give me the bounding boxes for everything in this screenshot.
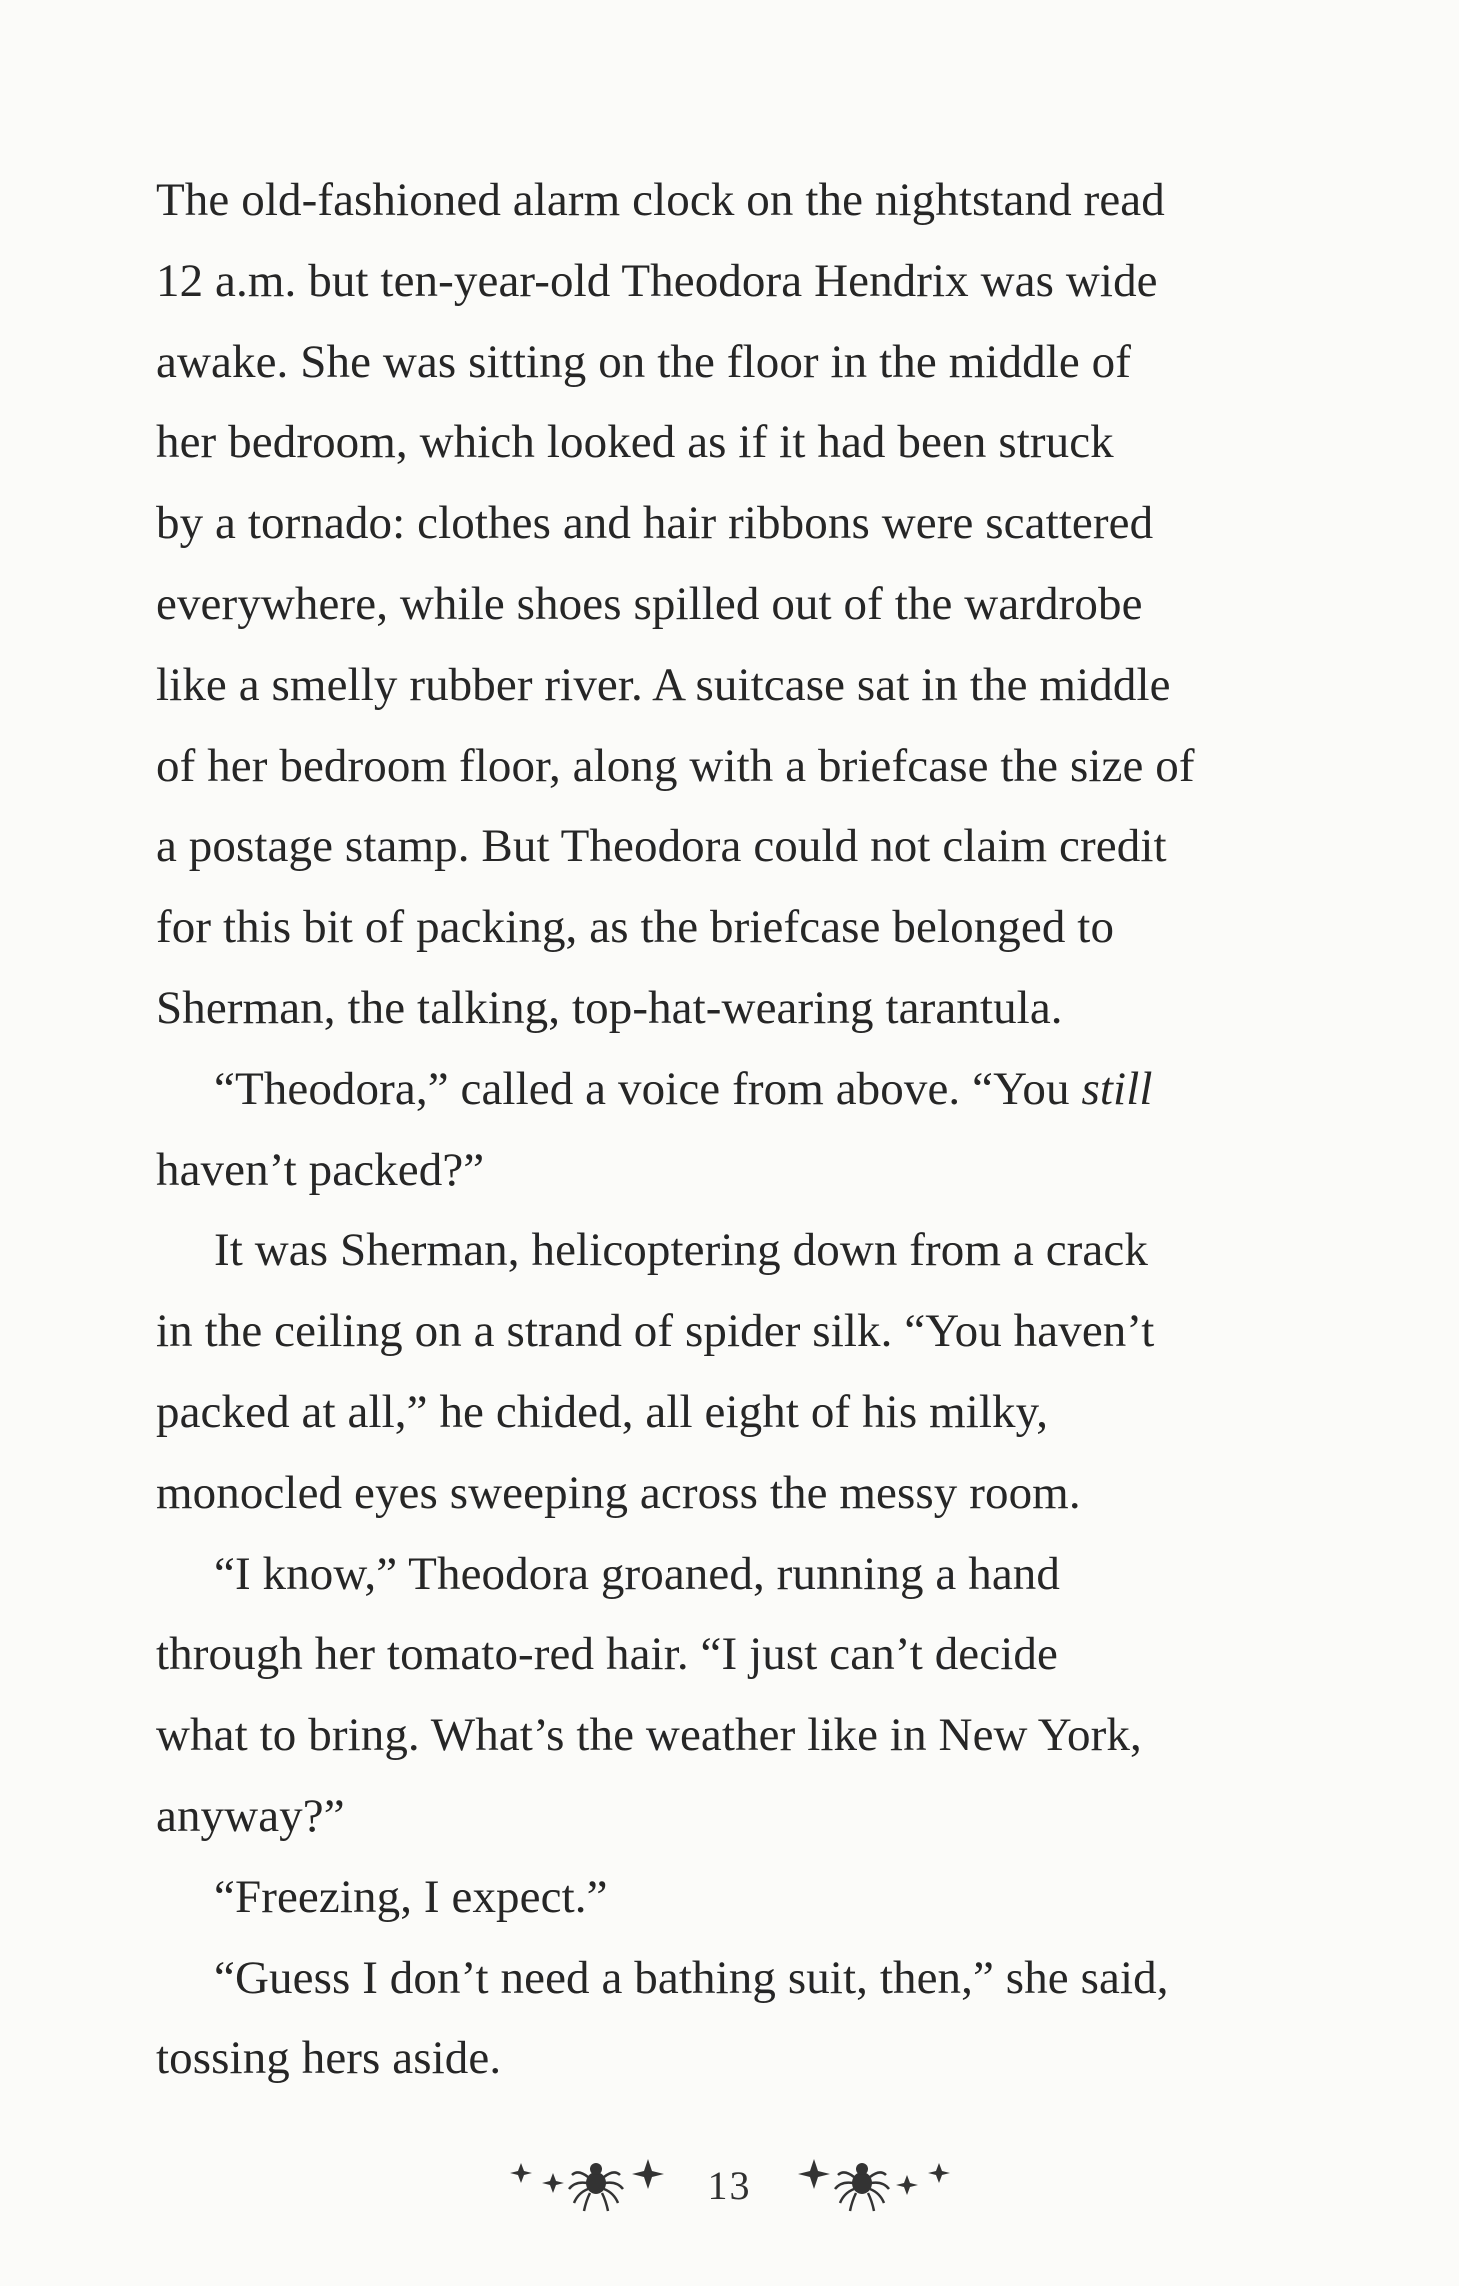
paragraph-2 [156,1049,1316,1211]
paragraph-4 [156,1534,1316,1857]
text-line: awake. She was sitting on the floor in the middle of [156,335,1132,388]
page-number: 13 [707,2162,752,2208]
text-line: It was Sherman, helicoptering down from a crack [214,1224,1148,1277]
text-run: “Theodora,” called a voice from above. “You [214,1062,1082,1115]
text-line: haven’t packed?” [156,1143,485,1196]
paragraph-6 [156,1938,1316,2100]
text-line: in the ceiling on a strand of spider silk. “You haven’t [156,1305,1155,1358]
spider-and-stars-icon [504,2145,674,2225]
text-line: of her bedroom floor, along with a briefcase the size of [156,739,1195,792]
text-line: for this bit of packing, as the briefcase belonged to [156,901,1115,954]
text-line: tossing hers aside. [156,2032,502,2085]
text-line: anyway?” [156,1789,345,1842]
text-line: through her tomato-red hair. “I just can’t decide [156,1628,1058,1681]
text-line: 12 a.m. but ten-year-old Theodora Hendrix was wide [156,254,1158,307]
text-line: monocled eyes sweeping across the messy room. [156,1466,1081,1519]
text-line: “Freezing, I expect.” [214,1870,608,1923]
paragraph-5 [156,1857,1316,1938]
italic-text-run: still [1081,1062,1153,1115]
text-line: Sherman, the talking, top-hat-wearing tarantula. [156,981,1063,1034]
text-line: “I know,” Theodora groaned, running a hand [214,1547,1060,1600]
text-line: what to bring. What’s the weather like in New York, [156,1709,1142,1762]
text-line: “Guess I don’t need a bathing suit, then,” she said, [214,1951,1169,2004]
body-text [156,160,1316,2099]
text-line: everywhere, while shoes spilled out of the wardrobe [156,577,1143,630]
paragraph-1 [156,160,1316,1049]
text-line: The old-fashioned alarm clock on the nightstand read [156,174,1165,226]
text-line: by a tornado: clothes and hair ribbons were scattered [156,497,1154,550]
text-line: a postage stamp. But Theodora could not claim credit [156,820,1167,873]
paragraph-3 [156,1210,1316,1533]
page-footer [0,2140,1459,2230]
text-line: like a smelly rubber river. A suitcase sat in the middle [156,658,1171,711]
text-line: her bedroom, which looked as if it had been struck [156,416,1114,469]
spider-and-stars-icon [786,2145,956,2225]
text-line [156,1049,1316,1130]
text-line: packed at all,” he chided, all eight of his milky, [156,1385,1049,1438]
